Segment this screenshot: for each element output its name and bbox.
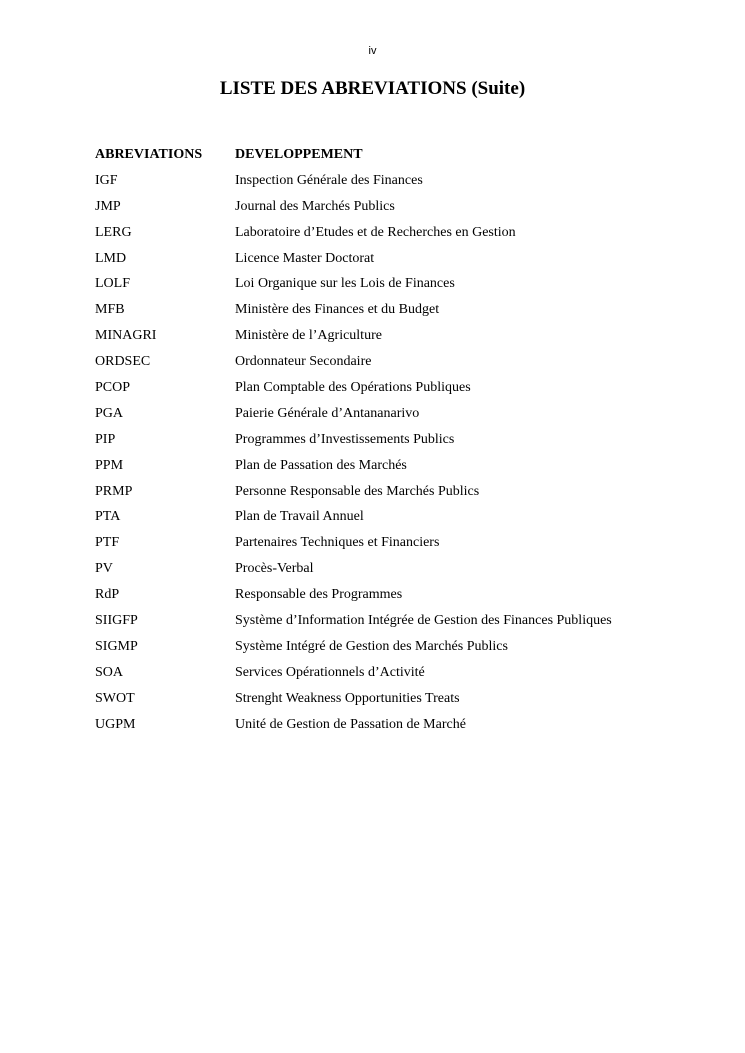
- abbreviation-cell: PPM: [95, 457, 124, 473]
- definition-cell: Procès-Verbal: [235, 561, 314, 577]
- table-row: [95, 507, 695, 533]
- abbreviation-cell: PRMP: [95, 483, 133, 499]
- abbreviation-cell: PGA: [95, 405, 124, 421]
- definition-cell: Loi Organique sur les Lois de Finances: [235, 276, 455, 292]
- table-row: [95, 300, 695, 326]
- definition-cell: Plan de Travail Annuel: [235, 509, 364, 525]
- abbreviation-cell: LOLF: [95, 276, 130, 292]
- header-abbreviations: ABREVIATIONS: [95, 147, 203, 162]
- table-body: [95, 171, 695, 741]
- table-row: [95, 326, 695, 352]
- table-row: [95, 352, 695, 378]
- definition-cell: Responsable des Programmes: [235, 587, 403, 603]
- definition-cell: Journal des Marchés Publics: [235, 198, 395, 214]
- table-row: [95, 197, 695, 223]
- abbreviation-cell: MINAGRI: [95, 328, 157, 344]
- abbreviations-table: [95, 145, 695, 740]
- abbreviation-cell: PV: [95, 561, 113, 577]
- definition-cell: Strenght Weakness Opportunities Treats: [235, 690, 460, 706]
- definition-cell: Système Intégré de Gestion des Marchés Publics: [235, 638, 508, 654]
- definition-cell: Laboratoire d’Etudes et de Recherches en Gestion: [235, 224, 516, 240]
- definition-cell: Programmes d’Investissements Publics: [235, 431, 455, 447]
- abbreviation-cell: MFB: [95, 302, 125, 318]
- abbreviation-cell: PIP: [95, 431, 116, 447]
- abbreviation-cell: RdP: [95, 587, 120, 603]
- abbreviation-cell: PTA: [95, 509, 121, 525]
- abbreviation-cell: LERG: [95, 224, 132, 240]
- abbreviation-cell: SOA: [95, 664, 124, 680]
- abbreviation-cell: JMP: [95, 198, 121, 214]
- definition-cell: Licence Master Doctorat: [235, 250, 375, 266]
- abbreviation-cell: LMD: [95, 250, 127, 266]
- abbreviation-cell: IGF: [95, 172, 118, 188]
- definition-cell: Partenaires Techniques et Financiers: [235, 535, 440, 551]
- page-number: iv: [368, 45, 377, 57]
- definition-cell: Personne Responsable des Marchés Publics: [235, 483, 480, 499]
- table-row: [95, 715, 695, 741]
- abbreviation-cell: SWOT: [95, 690, 135, 706]
- abbreviation-cell: PCOP: [95, 380, 131, 396]
- abbreviation-cell: UGPM: [95, 716, 136, 732]
- table-row: [95, 637, 695, 663]
- table-row: [95, 663, 695, 689]
- abbreviation-cell: SIGMP: [95, 638, 138, 654]
- table-row: [95, 249, 695, 275]
- table-row: [95, 611, 695, 637]
- definition-cell: Inspection Générale des Finances: [235, 172, 423, 188]
- definition-cell: Plan Comptable des Opérations Publiques: [235, 380, 471, 396]
- definition-cell: Ordonnateur Secondaire: [235, 354, 372, 370]
- table-row: [95, 378, 695, 404]
- table-row: [95, 585, 695, 611]
- table-header-row: [95, 145, 695, 171]
- page-title: LISTE DES ABREVIATIONS (Suite): [219, 78, 526, 99]
- header-developpement: DEVELOPPEMENT: [235, 147, 363, 162]
- definition-cell: Système d’Information Intégrée de Gestion des Finances Publiques: [235, 613, 612, 629]
- table-row: [95, 223, 695, 249]
- table-row: [95, 274, 695, 300]
- abbreviation-cell: ORDSEC: [95, 354, 151, 370]
- table-row: [95, 689, 695, 715]
- abbreviation-cell: SIIGFP: [95, 613, 138, 629]
- table-row: [95, 559, 695, 585]
- definition-cell: Unité de Gestion de Passation de Marché: [235, 716, 466, 732]
- table-row: [95, 404, 695, 430]
- definition-cell: Plan de Passation des Marchés: [235, 457, 407, 473]
- definition-cell: Ministère de l’Agriculture: [235, 328, 382, 344]
- table-row: [95, 482, 695, 508]
- abbreviation-cell: PTF: [95, 535, 120, 551]
- table-row: [95, 533, 695, 559]
- definition-cell: Services Opérationnels d’Activité: [235, 664, 425, 680]
- definition-cell: Paierie Générale d’Antananarivo: [235, 405, 420, 421]
- table-row: [95, 456, 695, 482]
- table-row: [95, 171, 695, 197]
- table-row: [95, 430, 695, 456]
- definition-cell: Ministère des Finances et du Budget: [235, 302, 440, 318]
